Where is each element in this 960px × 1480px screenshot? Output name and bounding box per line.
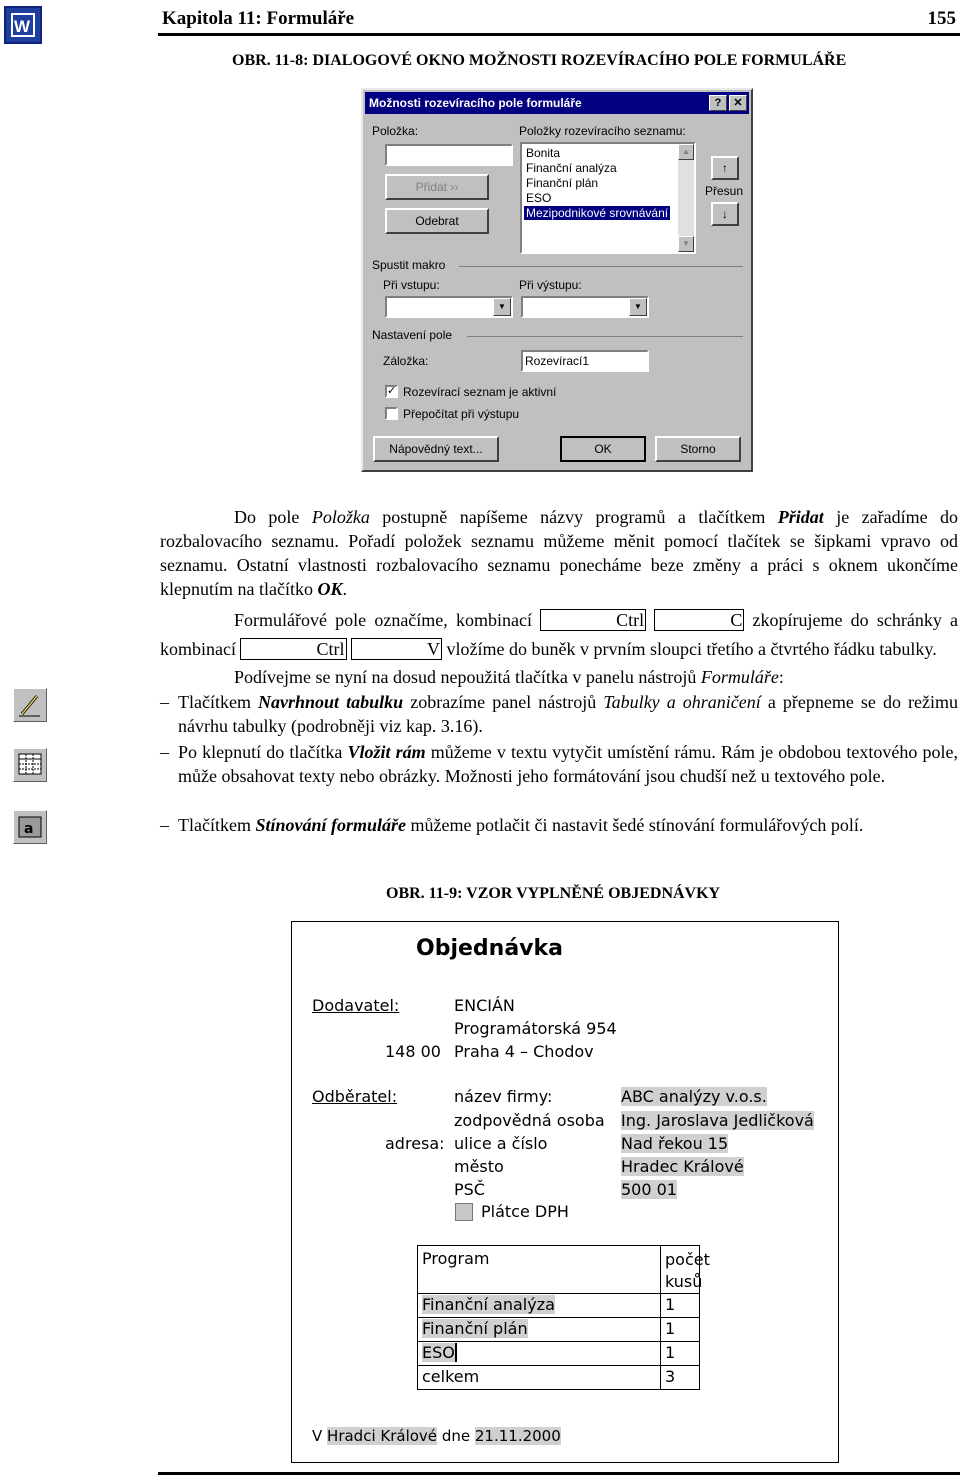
table-cell: 1 <box>665 1319 676 1338</box>
bullet-item: – Tlačítkem Navrhnout tabulku zobrazíme panel nástrojů Tabulky a ohraničení a přepneme se do režimu návrhu tabulky (podrobněji viz kap. 3.16). <box>160 692 959 736</box>
supplier-line: Programátorská 954 <box>454 1019 617 1038</box>
page-bottom-rule <box>158 1472 960 1475</box>
table-icon <box>13 748 47 782</box>
supplier-line: ENCIÁN <box>454 996 515 1015</box>
key-ctrl: Ctrl <box>540 609 646 631</box>
move-label: Přesun <box>705 184 744 198</box>
ok-button[interactable]: OK <box>560 436 646 462</box>
customer-field: název firmy: <box>454 1087 553 1106</box>
customer-field: město <box>454 1157 504 1176</box>
scroll-down-icon[interactable]: ▼ <box>678 236 694 252</box>
bookmark-input[interactable] <box>521 350 649 372</box>
table-cell: 1 <box>665 1343 676 1362</box>
item-input[interactable] <box>385 144 513 166</box>
key-c: C <box>654 609 744 631</box>
footer-line: V Hradci Králové dne 21.11.2000 <box>312 1427 561 1445</box>
order-table <box>417 1245 710 1390</box>
enabled-checkbox[interactable]: ✓ <box>387 385 397 397</box>
chevron-down-icon[interactable]: ▼ <box>629 298 647 316</box>
remove-button[interactable]: Odebrat <box>385 208 489 234</box>
customer-value[interactable]: Nad řekou 15 <box>621 1134 729 1153</box>
field-group-line <box>467 336 743 337</box>
customer-label: Odběratel: <box>312 1087 398 1106</box>
table-row <box>418 1318 699 1342</box>
move-up-button[interactable]: ↑ <box>711 156 739 180</box>
list-item[interactable]: ESO <box>526 191 552 205</box>
item-label: Položka: <box>372 124 419 138</box>
table-cell: 3 <box>665 1367 676 1386</box>
figure-caption-1: OBR. 11-8: DIALOGOVÉ OKNO MOŽNOSTI ROZEVÍRACÍHO POLE FORMULÁŘE <box>232 52 847 69</box>
field-group-label: Nastavení pole <box>372 328 453 342</box>
vat-label: Plátce DPH <box>481 1202 569 1221</box>
customer-field: zodpovědná osoba <box>454 1111 605 1130</box>
table-cell[interactable]: ESO <box>422 1343 455 1362</box>
table-cell[interactable]: Finanční analýza <box>422 1295 555 1314</box>
customer-value[interactable]: Ing. Jaroslava Jedličková <box>621 1111 814 1130</box>
table-header: Program <box>422 1249 490 1268</box>
customer-value[interactable]: Hradec Králové <box>621 1157 744 1176</box>
bullet-item: – Tlačítkem Stínování formuláře můžeme potlačit či nastavit šedé stínování formulářových polí. <box>160 815 864 835</box>
paragraph-1: Do pole Položka postupně napíšeme názvy programů a tlačítkem Přidat je zařadíme do rozbalovacího seznamu. Pořadí položek seznamu můžeme měnit pomocí tlačítek se šipkami vpravo od seznamu. Ostatní vlastnosti rozbalovacího seznamu ponecháme beze změny a práci s oknem ukončíme klepnutím na tlačítko OK. <box>160 507 958 599</box>
key-ctrl: Ctrl <box>240 638 346 660</box>
customer-value[interactable]: ABC analýzy v.o.s. <box>621 1087 767 1106</box>
dialog-title: Možnosti rozevíracího pole formuláře <box>369 96 582 110</box>
customer-value[interactable]: 500 01 <box>621 1180 677 1199</box>
address-label: adresa: <box>385 1134 445 1153</box>
chapter-title: Kapitola 11: Formuláře <box>162 8 355 29</box>
table-header-row <box>418 1246 710 1294</box>
list-item[interactable]: Bonita <box>526 146 561 160</box>
key-v: V <box>351 638 442 660</box>
list-item[interactable]: Finanční analýza <box>526 161 617 175</box>
bookmark-label: Záložka: <box>383 354 429 368</box>
table-cell: celkem <box>422 1367 480 1386</box>
enabled-label: Rozevírací seznam je aktivní <box>403 385 557 399</box>
dialog-titlebar <box>365 92 749 114</box>
order-title: Objednávka <box>416 936 563 961</box>
list-item[interactable]: Finanční plán <box>526 176 599 190</box>
recalc-checkbox[interactable] <box>385 407 398 420</box>
dropdown-items-list[interactable] <box>520 142 696 254</box>
bullet-item: – Po klepnutí do tlačítka Vložit rám můžeme v textu vytyčit umístění rámu. Rám je obdobou textového pole, může obsahovat texty nebo obrázky. Možnosti jeho formátování jsou chudší než u textového pole. <box>160 742 958 786</box>
chevron-down-icon[interactable]: ▼ <box>493 298 511 316</box>
bookmark-value: Rozevírací1 <box>525 354 590 368</box>
pencil-icon <box>13 688 47 722</box>
page-header <box>158 6 960 36</box>
paragraph-2: Formulářové pole označíme, kombinací Ctrl C zkopírujeme do schránky a kombinací Ctrl V vložíme do buněk v prvním sloupci třetího a čtvrtého řádku tabulky. <box>160 610 959 659</box>
move-down-button[interactable]: ↓ <box>711 202 739 226</box>
figure-caption-2: OBR. 11-9: VZOR VYPLNĚNÉ OBJEDNÁVKY <box>386 885 721 902</box>
scroll-up-icon[interactable]: ▲ <box>678 144 694 160</box>
table-cell: 1 <box>665 1295 676 1314</box>
list-scrollbar[interactable] <box>678 144 694 252</box>
on-exit-select[interactable] <box>521 296 649 318</box>
paragraph-3: Podívejme se nyní na dosud nepoužitá tlačítka v panelu nástrojů Formuláře: <box>234 667 784 687</box>
table-row <box>418 1294 699 1318</box>
supplier-label: Dodavatel: <box>312 996 400 1015</box>
help-text-button[interactable]: Nápovědný text... <box>373 436 499 462</box>
on-entry-select[interactable] <box>385 296 513 318</box>
on-entry-label: Při vstupu: <box>383 278 440 292</box>
word-logo-icon: W <box>4 6 42 44</box>
close-button[interactable]: ✕ <box>729 95 747 111</box>
table-header: počet kusů <box>665 1250 710 1291</box>
macro-group-line <box>459 266 743 267</box>
on-exit-label: Při výstupu: <box>519 278 582 292</box>
table-cell[interactable]: Finanční plán <box>422 1319 528 1338</box>
list-item-selected[interactable]: Mezipodnikové srovnávání <box>526 206 669 220</box>
dropdown-options-dialog <box>361 88 753 472</box>
shading-icon <box>13 810 47 844</box>
table-row <box>418 1366 699 1389</box>
supplier-line: Praha 4 – Chodov <box>454 1042 594 1061</box>
macro-group-label: Spustit makro <box>372 258 446 272</box>
help-button[interactable]: ? <box>709 95 727 111</box>
customer-field: PSČ <box>454 1180 485 1199</box>
page-number: 155 <box>927 8 956 29</box>
vat-checkbox[interactable] <box>455 1203 473 1221</box>
order-form <box>291 921 839 1463</box>
customer-field: ulice a číslo <box>454 1134 548 1153</box>
recalc-label: Přepočítat při výstupu <box>403 407 520 421</box>
add-button[interactable]: Přidat ›› <box>385 174 489 200</box>
shading-icon-glyph: a <box>24 821 34 837</box>
list-label: Položky rozevíracího seznamu: <box>519 124 686 138</box>
cancel-button[interactable]: Storno <box>655 436 741 462</box>
table-row <box>418 1342 699 1366</box>
supplier-zip: 148 00 <box>385 1042 441 1061</box>
